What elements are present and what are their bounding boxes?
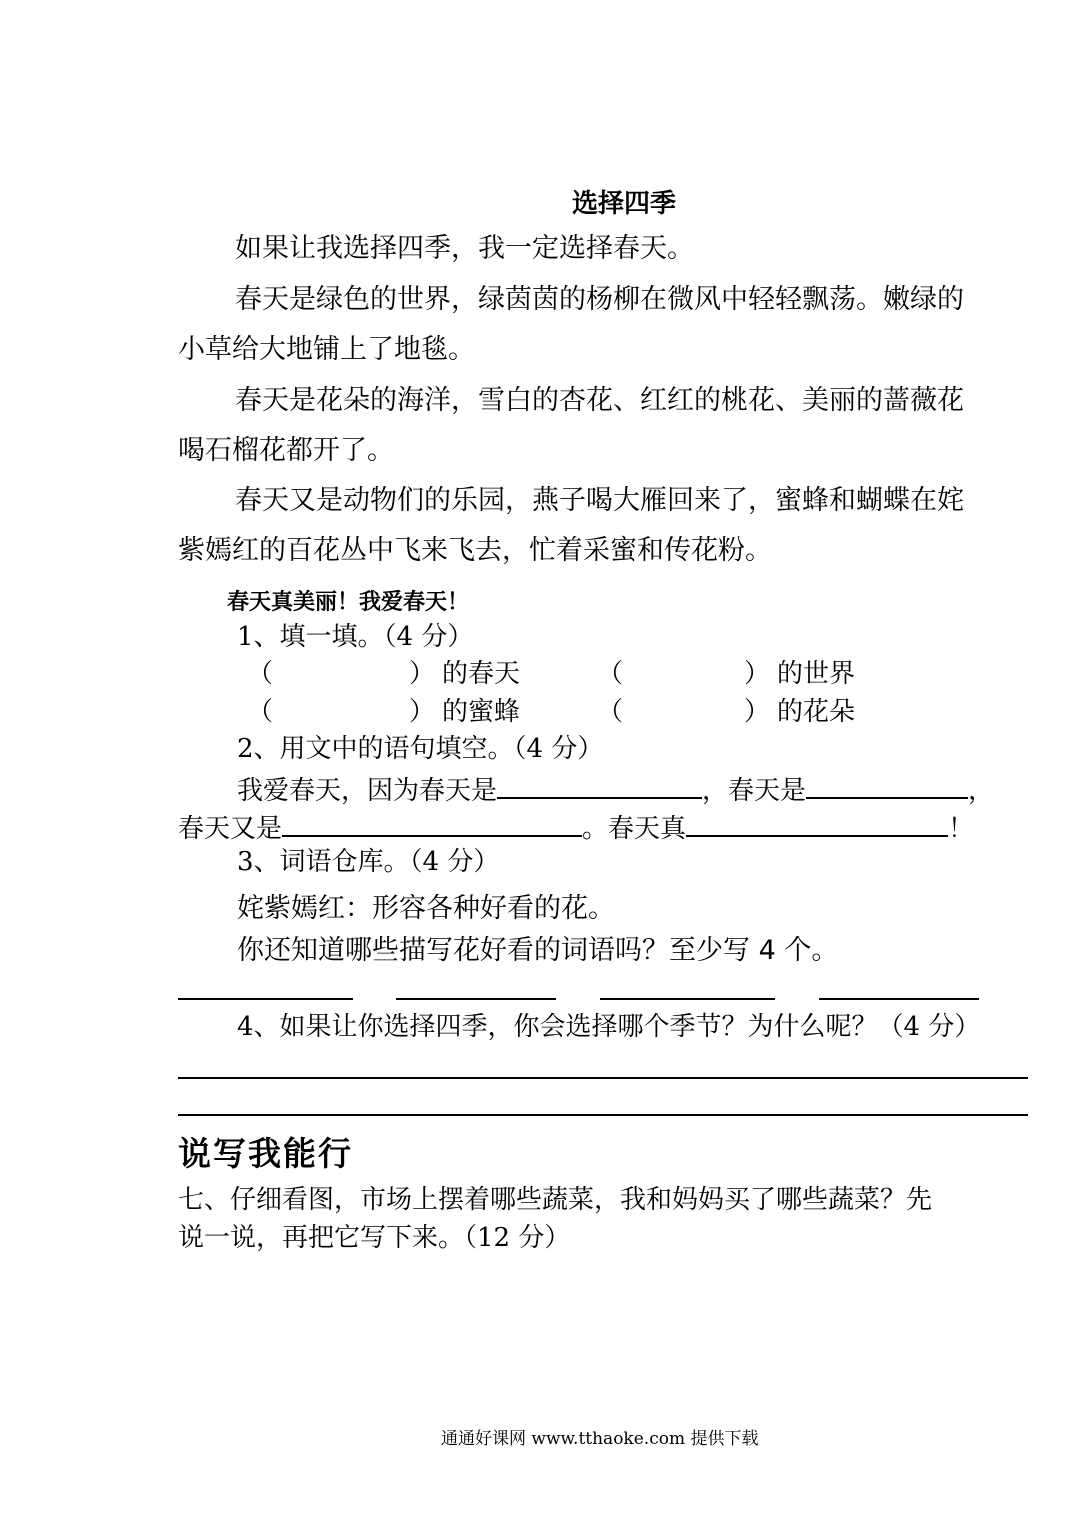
q1-item4-label: 的花朵 [777, 697, 856, 727]
q2-blank-4[interactable] [686, 809, 948, 837]
passage-paragraph-2-line-2: 小草给大地铺上了地毯。 [178, 334, 475, 365]
q3-answer-line-3[interactable] [600, 998, 775, 1000]
q1-title: 1、填一填。（4 分） [237, 622, 474, 652]
passage-paragraph-3-line-1: 春天是花朵的海洋，雪白的杏花、红红的桃花、美丽的蔷薇花 [235, 385, 964, 416]
q4-title: 4、如果让你选择四季，你会选择哪个季节？为什么呢？（4 分） [237, 1012, 981, 1042]
q2-text-2: ，春天是 [702, 776, 807, 806]
q1-item1-open: （ [247, 659, 274, 689]
passage-paragraph-4-line-1: 春天又是动物们的乐园，燕子喝大雁回来了，蜜蜂和蝴蝶在姹 [235, 485, 964, 516]
passage-paragraph-1: 如果让我选择四季，我一定选择春天。 [235, 233, 694, 264]
q1-item3-open: （ [247, 697, 274, 727]
passage-title: 选择四季 [572, 189, 677, 219]
q3-answer-line-2[interactable] [396, 998, 556, 1000]
q2-title: 2、用文中的语句填空。（4 分） [237, 734, 604, 764]
q1-item2-open: （ [597, 659, 624, 689]
footer-text: 通通好课网 www.tthaoke.com 提供下载 [441, 1429, 759, 1449]
q3-title: 3、词语仓库。（4 分） [237, 847, 500, 877]
section-heading: 说写我能行 [178, 1134, 353, 1173]
q3-answer-line-4[interactable] [819, 998, 979, 1000]
q3-answer-line-1[interactable] [178, 998, 353, 1000]
q2-blank-1[interactable] [497, 771, 702, 799]
q7-line-2: 说一说，再把它写下来。（12 分） [178, 1223, 571, 1253]
q1-item4-open: （ [597, 697, 624, 727]
q2-text-5: 。春天真 [582, 814, 687, 844]
q2-line-2 [178, 809, 974, 846]
q1-item4-close: ） [744, 697, 771, 727]
q3-definition: 姹紫嫣红：形容各种好看的花。 [237, 893, 615, 924]
q2-text-4: 春天又是 [178, 814, 283, 844]
q7-line-1: 七、仔细看图，市场上摆着哪些蔬菜，我和妈妈买了哪些蔬菜？先 [178, 1185, 933, 1215]
q2-blank-3[interactable] [282, 809, 582, 837]
passage-paragraph-2-line-1: 春天是绿色的世界，绿茵茵的杨柳在微风中轻轻飘荡。嫩绿的 [235, 284, 964, 315]
q2-text-3: ， [968, 776, 995, 806]
q1-item3-close: ） [409, 697, 436, 727]
q4-answer-line-2[interactable] [178, 1114, 1028, 1116]
q2-line-1 [237, 771, 994, 808]
q1-item1-label: 的春天 [442, 659, 521, 689]
q4-answer-line-1[interactable] [178, 1077, 1028, 1079]
q1-item2-close: ） [744, 659, 771, 689]
q1-item3-label: 的蜜蜂 [442, 697, 521, 727]
q2-text-1: 我爱春天，因为春天是 [237, 776, 498, 806]
q1-item1-close: ） [409, 659, 436, 689]
passage-paragraph-5: 春天真美丽！我爱春天！ [227, 590, 470, 615]
q1-item2-label: 的世界 [777, 659, 856, 689]
passage-paragraph-3-line-2: 喝石榴花都开了。 [178, 435, 394, 466]
q3-prompt: 你还知道哪些描写花好看的词语吗？至少写 4 个。 [237, 935, 839, 966]
passage-paragraph-4-line-2: 紫嫣红的百花丛中飞来飞去，忙着采蜜和传花粉。 [178, 535, 772, 566]
q2-text-6: ！ [948, 814, 975, 844]
q2-blank-2[interactable] [806, 771, 968, 799]
